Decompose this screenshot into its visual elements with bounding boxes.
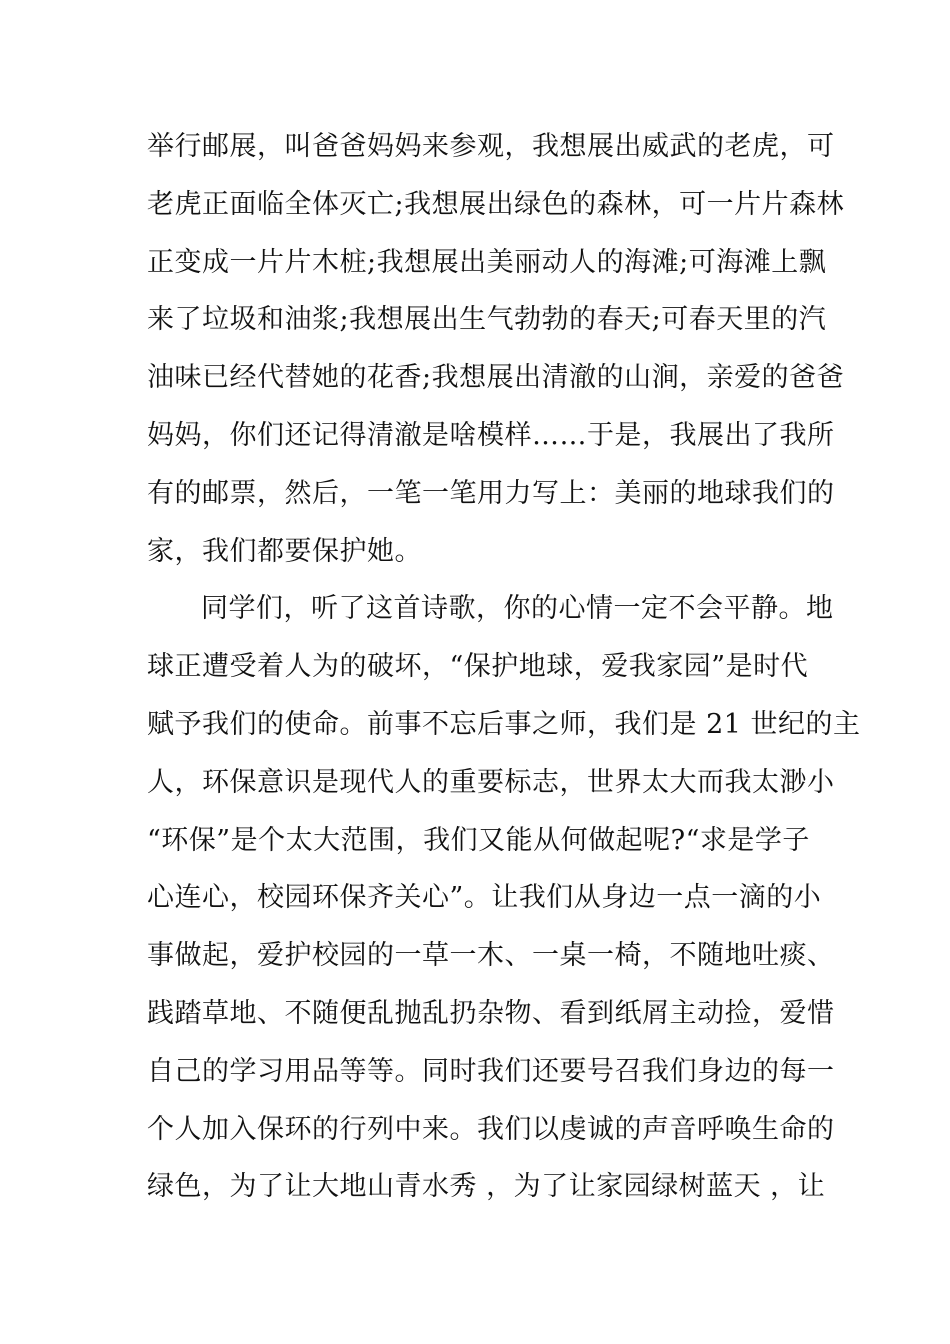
text-line: 心连心，校园环保齐关心”。让我们从身边一点一滴的小 bbox=[147, 882, 822, 914]
text-line: 球正遭受着人为的破坏，“保护地球，爱我家园”是时代 bbox=[147, 651, 809, 683]
document-body bbox=[147, 118, 861, 1216]
text-line: 举行邮展，叫爸爸妈妈来参观，我想展出威武的老虎，可 bbox=[147, 131, 835, 162]
text-line: 人，环保意识是现代人的重要标志，世界太大而我太渺小 bbox=[147, 766, 835, 798]
text-line: 正变成一片片木桩;我想展出美丽动人的海滩;可海滩上飘 bbox=[147, 246, 827, 278]
text-line: 自己的学习用品等等。同时我们还要号召我们身边的每一 bbox=[147, 1055, 835, 1087]
text-line: 有的邮票，然后，一笔一笔用力写上：美丽的地球我们的 bbox=[147, 477, 835, 509]
paragraph-2 bbox=[147, 580, 861, 1216]
text-line: 老虎正面临全体灭亡;我想展出绿色的森林，可一片片森林 bbox=[147, 188, 845, 220]
text-line: “环保”是个太大范围，我们又能从何做起呢?“求是学子 bbox=[147, 824, 810, 856]
text-line: 妈妈，你们还记得清澈是啥模样……于是，我展出了我所 bbox=[147, 419, 835, 451]
text-line: 来了垃圾和油浆;我想展出生气勃勃的春天;可春天里的汽 bbox=[147, 304, 827, 336]
text-line: 个人加入保环的行列中来。我们以虔诚的声音呼唤生命的 bbox=[147, 1113, 835, 1145]
text-line: 同学们，听了这首诗歌，你的心情一定不会平静。地 bbox=[201, 593, 834, 625]
text-line: 践踏草地、不随便乱抛乱扔杂物、看到纸屑主动捡，爱惜 bbox=[147, 997, 835, 1029]
text-line: 家，我们都要保护她。 bbox=[147, 535, 422, 567]
paragraph-1 bbox=[147, 118, 845, 580]
text-line: 事做起，爱护校园的一草一木、一桌一椅，不随地吐痰、 bbox=[147, 940, 835, 972]
text-line: 赋予我们的使命。前事不忘后事之师，我们是 21 世纪的主 bbox=[147, 708, 861, 740]
text-line: 绿色，为了让大地山青水秀 ，为了让家园绿树蓝天 ，让 bbox=[147, 1171, 826, 1203]
text-line: 油味已经代替她的花香;我想展出清澈的山涧，亲爱的爸爸 bbox=[147, 362, 845, 394]
